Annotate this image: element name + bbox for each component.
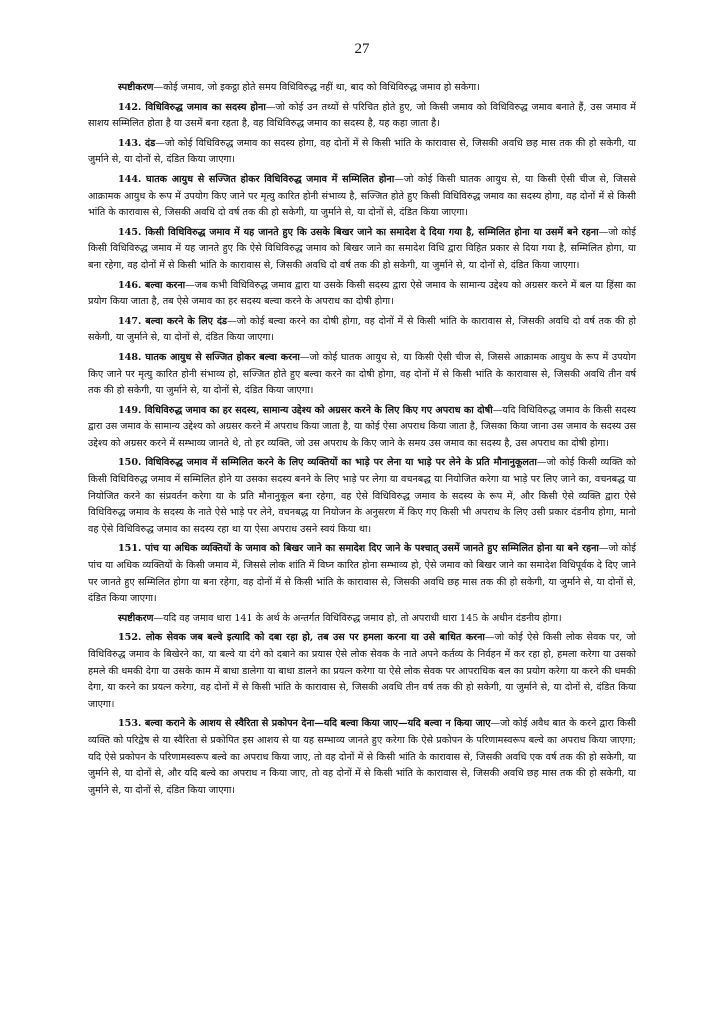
paragraph-section-144 [88, 172, 636, 222]
paragraph-body: —यदि विधिविरुद्ध जमाव के किसी सदस्य द्वारा उस जमाव के सामान्य उद्देश्य को अग्रसर करने में अपराध किया जाता है, या कोई ऐसा अपराध किया जाता है, जिसका किया जाना उस जमाव के सदस्य उस उद्देश्य को अग्रसर करने में सम्भाव्य जानते थे, तो हर व्यक्ति, जो उस अपराध के किए जाने के समय उस जमाव का सदस्य है, उस अपराध का दोषी होगा। [88, 404, 636, 449]
paragraph-heading: स्पष्टीकरण [118, 82, 154, 93]
paragraph-heading: 144. घातक आयुध से सज्जित होकर विधिविरुद्ध जमाव में सम्मिलित होना [118, 173, 395, 185]
paragraph-body: —जो कोई बल्वा करने का दोषी होगा, वह दोनों में से किसी भांति के कारावास से, जिसकी अवधि दो वर्ष तक की हो सकेगी, या जुर्माने से, या दोनों से, दंडित किया जाएगा। [88, 315, 637, 344]
paragraph-section-150 [88, 455, 636, 538]
paragraph-section-142 [88, 100, 636, 133]
paragraph-body: —जो कोई पांच या अधिक व्यक्तियों के किसी जमाव में, जिससे लोक शांति में विघ्न कारित होना सम्भाव्य हो, ऐसे जमाव को बिखर जाने का समादेश विधिपूर्वक दे दिए जाने पर जानते हुए सम्मिलित होगा या बना रहेगा, वह दोनों में से किसी भांति के कारावास से, जिसकी अवधि छह मास तक की हो सकेगी, या जुर्माने से, या दोनों से, दंडित किया जाएगा। [88, 543, 636, 605]
paragraph-body: —कोई जमाव, जो इकट्ठा होते समय विधिविरुद्ध नहीं था, बाद को विधिविरुद्ध जमाव हो सकेगा। [153, 82, 480, 93]
paragraph-body: —जो कोई किसी व्यक्ति को किसी विधिविरुद्ध जमाव में सम्मिलित होने या उसका सदस्य बनने के लिए भाड़े पर लेगा या वचनबद्ध या नियोजित करेगा या भाड़े पर लिए जाने का, वचनबद्ध या नियोजित करने का संप्रवर्तन करेगा या के प्रति मौनानुकूल बना रहेगा, वह ऐसे विधिविरुद्ध जमाव के सदस्य के रूप में, और किसी ऐसे व्यक्ति द्वारा ऐसे विधिविरुद्ध जमाव के सदस्य के नाते ऐसे भाड़े पर लेने, वचनबद्ध या नियोजन के अनुसरण में किए गए किसी भी अपराध के लिए उसी प्रकार दंडनीय होगा, मानो वह ऐसे विधिविरुद्ध जमाव का सदस्य रहा था या ऐसा अपराध उसने स्वयं किया था। [88, 457, 636, 535]
paragraph-heading: 149. विधिविरुद्ध जमाव का हर सदस्य, सामान्य उद्देश्य को अग्रसर करने के लिए किए गए अपराध का दोषी [118, 404, 493, 416]
paragraph-heading: 142. विधिविरुद्ध जमाव का सदस्य होना [118, 101, 266, 113]
paragraph-heading: 145. किसी विधिविरुद्ध जमाव में यह जानते हुए कि उसके बिखर जाने का समादेश दे दिया गया है, सम्मिलित होना या उसमें बने रहना [118, 226, 599, 238]
paragraph-heading: 148. घातक आयुध से सज्जित होकर बल्वा करना [118, 351, 300, 363]
paragraph-section-143 [88, 136, 636, 169]
paragraph-heading: 152. लोक सेवक जब बल्वे इत्यादि को दबा रहा हो, तब उस पर हमला करना या उसे बाधित करना [118, 632, 485, 644]
paragraph-body: —जो कोई किसी घातक आयुध से, या किसी ऐसी चीज से, जिससे आक्रामक आयुध के रूप में उपयोग किए जाने पर मृत्यु कारित होनी संभाव्य है, सज्जित होते हुए किसी विधिविरुद्ध जमाव का सदस्य होगा, वह दोनों में से किसी भांति के कारावास से, जिसकी अवधि दो वर्ष तक की हो सकेगी, या जुर्माने से, या दोनों से, दंडित किया जाएगा। [88, 173, 636, 219]
paragraph-heading: 151. पांच या अधिक व्यक्तियों के जमाव को बिखर जाने का समादेश दिए जाने के पश्चात् उसमें जानते हुए सम्मिलित होना या बने रहना [118, 543, 599, 555]
paragraph-body: —जो कोई घातक आयुध से, या किसी ऐसी चीज से, जिससे आक्रामक आयुध के रूप में उपयोग किए जाने पर मृत्यु कारित होनी संभाव्य हो, सज्जित होते हुए बल्वा करने का दोषी होगा, वह दोनों में से किसी भांति के कारावास से, जिसकी अवधि तीन वर्ष तक की हो सकेगी, या जुर्माने से, या दोनों से, दंडित किया जाएगा। [88, 351, 637, 397]
paragraph-heading: 153. बल्वा कराने के आशय से स्वैरिता से प्रकोपन देना—यदि बल्वा किया जाए—यदि बल्वा न किया जाए [118, 718, 491, 730]
paragraph-body: —जो कोई विधिविरुद्ध जमाव का सदस्य होगा, वह दोनों में से किसी भांति के कारावास से, जिसकी अवधि छह मास तक की हो सकेगी, या जुर्माने से, या दोनों से, दंडित किया जाएगा। [88, 137, 636, 166]
paragraph-heading: 143. दंड [118, 137, 156, 149]
paragraph-body: —जो कोई किसी विधिविरुद्ध जमाव में यह जानते हुए कि ऐसे विधिविरुद्ध जमाव को बिखर जाने का समादेश विधि द्वारा विहित प्रकार से दिया गया है, सम्मिलित होगा, या बना रहेगा, वह दोनों में से किसी भांति के कारावास से, जिसकी अवधि दो वर्ष तक की हो सकेगी, या जुर्माने से, या दोनों से, दंडित किया जाएगा। [88, 226, 636, 271]
paragraph-body: —जब कभी विधिविरुद्ध जमाव द्वारा या उसके किसी सदस्य द्वारा ऐसे जमाव के सामान्य उद्देश्य को अग्रसर करने में बल या हिंसा का प्रयोग किया जाता है, तब ऐसे जमाव का हर सदस्य बल्वा करने के अपराध का दोषी होगा। [88, 279, 636, 308]
paragraph-section-146 [88, 278, 636, 311]
paragraph-body: —जो कोई ऐसे किसी लोक सेवक पर, जो विधिविरुद्ध जमाव के बिखेरने का, या बल्वे या दंगे को दबाने का प्रयास ऐसे लोक सेवक के नाते अपने कर्तव्य के निर्वहन में कर रहा हो, हमला करेगा या उसको हमले की धमकी देगा या उसके काम में बाधा डालेगा या बाधा डालने का प्रयत्न करेगा या ऐसे लोक सेवक पर आपराधिक बल का प्रयोग करेगा या करने की धमकी देगा, या करने का प्रयत्न करेगा, वह दोनों में से किसी भांति के कारावास से, जिसकी अवधि तीन वर्ष तक की हो सकेगी, या जुर्माने से, या दोनों से, दंडित किया जाएगा। [88, 632, 636, 710]
paragraph-heading: स्पष्टीकरण [118, 612, 154, 624]
paragraph-body: —जो कोई उन तथ्यों से परिचित होते हुए, जो किसी जमाव को विधिविरुद्ध जमाव बनाते हैं, उस जमाव में साशय सम्मिलित होता है या उसमें बना रहता है, वह विधिविरुद्ध जमाव का सदस्य है, यह कहा जाता है। [88, 101, 636, 130]
paragraph-section-147 [88, 314, 636, 347]
paragraph-explanation-151 [88, 611, 636, 628]
paragraph-section-149 [88, 403, 636, 453]
paragraph-body: —जो कोई अवैध बात के करने द्वारा किसी व्यक्ति को परिद्वेष से या स्वैरिता से प्रकोपित इस आशय से या यह सम्भाव्य जानते हुए करेगा कि ऐसे प्रकोपन के परिणामस्वरूप बल्वे का अपराध किया जाएगा; यदि ऐसे प्रकोपन के परिणामस्वरूप बल्वे का अपराध किया जाए, तो वह दोनों में से किसी भांति के कारावास से, जिसकी अवधि एक वर्ष तक की हो सकेगी, या जुर्माने से, या दोनों से, और यदि बल्वे का अपराध न किया जाए, तो वह दोनों में से किसी भांति के कारावास से, जिसकी अवधि छह मास तक की हो सकेगी, या जुर्माने से, या दोनों से, दंडित किया जाएगा। [88, 718, 636, 796]
paragraph-heading: 146. बल्वा करना [118, 279, 186, 291]
paragraph-section-145 [88, 225, 636, 275]
paragraph-heading: 150. विधिविरुद्ध जमाव में सम्मिलित करने के लिए व्यक्तियों का भाड़े पर लेना या भाड़े पर लेने के प्रति मौनानुकूलता [118, 457, 537, 469]
paragraph-heading: 147. बल्वा करने के लिए दंड [118, 315, 228, 327]
paragraph-section-153 [88, 716, 636, 799]
paragraph-section-151 [88, 541, 636, 607]
paragraph-explanation-141 [88, 80, 636, 97]
paragraph-section-152 [88, 630, 636, 713]
paragraph-body: —यदि वह जमाव धारा 141 के अर्थ के अन्तर्गत विधिविरुद्ध जमाव हो, तो अपराधी धारा 145 के अधीन दंडनीय होगा। [153, 612, 562, 624]
paragraph-section-148 [88, 350, 636, 400]
page-number: 27 [354, 41, 370, 57]
